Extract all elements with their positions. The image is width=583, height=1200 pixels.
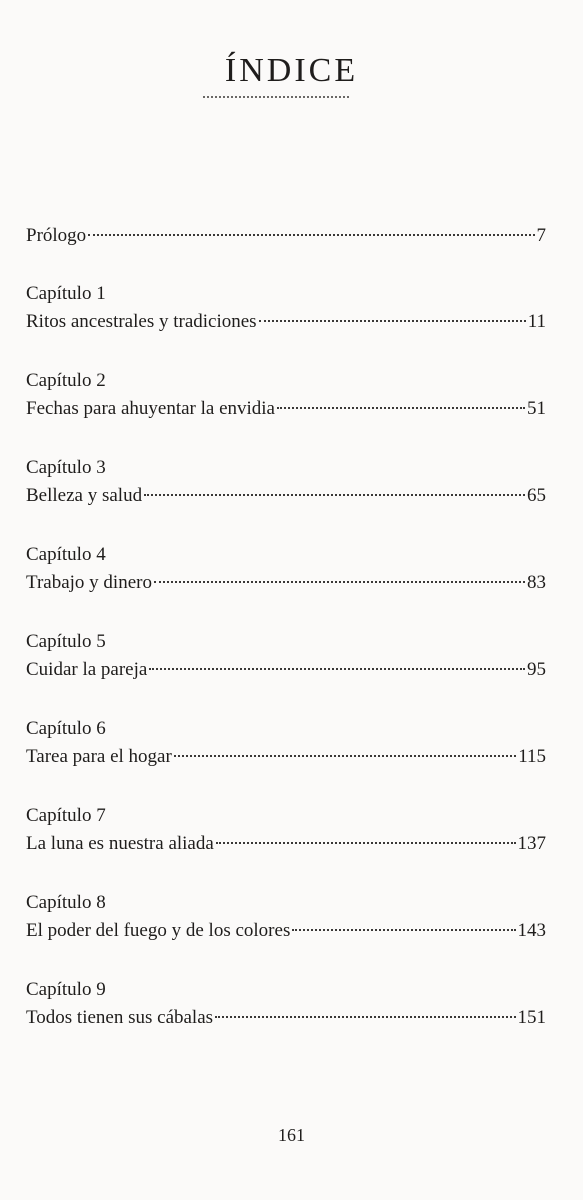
dot-leader (154, 581, 525, 583)
toc-entry-title: Tarea para el hogar (26, 746, 172, 767)
page-title: ÍNDICE (224, 52, 359, 89)
toc-entry-title: Cuidar la pareja (26, 659, 148, 680)
table-of-contents (26, 222, 546, 1063)
toc-entry-chapter-7 (26, 802, 546, 858)
toc-entry-chapter-8 (26, 889, 546, 945)
toc-entry-title: Ritos ancestrales y tradiciones (26, 311, 257, 332)
toc-line (26, 917, 546, 945)
toc-entry-chapter-2 (26, 367, 546, 423)
dot-leader (88, 234, 534, 236)
toc-line (26, 743, 546, 771)
toc-entry-chapter-3 (26, 454, 546, 510)
chapter-label: Capítulo 2 (26, 370, 106, 391)
toc-entry-chapter-4 (26, 541, 546, 597)
chapter-label: Capítulo 3 (26, 457, 106, 478)
toc-entry-title: Prólogo (26, 225, 87, 246)
chapter-label: Capítulo 9 (26, 979, 106, 1000)
dot-leader (292, 929, 515, 931)
dot-leader (144, 494, 525, 496)
toc-page-number: 11 (527, 311, 546, 332)
chapter-label: Capítulo 7 (26, 805, 106, 826)
toc-page-number: 143 (517, 920, 546, 941)
dot-leader (174, 755, 516, 757)
toc-entry-title: La luna es nuestra aliada (26, 833, 214, 854)
toc-page-number: 83 (527, 572, 546, 593)
toc-line (26, 482, 546, 510)
toc-entry-title: El poder del fuego y de los colores (26, 920, 291, 941)
chapter-label: Capítulo 8 (26, 892, 106, 913)
toc-line (26, 1004, 546, 1032)
dot-leader (149, 668, 525, 670)
toc-entry-title: Todos tienen sus cábalas (26, 1007, 214, 1028)
toc-line (26, 395, 546, 423)
toc-page-number: 51 (527, 398, 546, 419)
title-underline (203, 96, 349, 98)
page-number: 161 (278, 1125, 305, 1145)
dot-leader (215, 1016, 515, 1018)
toc-page-number: 115 (518, 746, 546, 767)
toc-page-number: 95 (527, 659, 546, 680)
toc-entry-title: Belleza y salud (26, 485, 143, 506)
toc-entry-title: Fechas para ahuyentar la envidia (26, 398, 275, 419)
toc-entry-chapter-5 (26, 628, 546, 684)
toc-page-number: 151 (517, 1007, 546, 1028)
toc-page-number: 137 (517, 833, 546, 854)
dot-leader (277, 407, 525, 409)
toc-line (26, 830, 546, 858)
chapter-label: Capítulo 6 (26, 718, 106, 739)
toc-page-number: 7 (536, 225, 546, 246)
chapter-label: Capítulo 5 (26, 631, 106, 652)
toc-entry-chapter-1 (26, 280, 546, 336)
dot-leader (216, 842, 516, 844)
toc-line (26, 569, 546, 597)
chapter-label: Capítulo 1 (26, 283, 106, 304)
toc-entry-chapter-9 (26, 976, 546, 1032)
toc-entry-prologue (26, 222, 546, 250)
toc-line (26, 656, 546, 684)
toc-line (26, 222, 546, 250)
toc-page-number: 65 (527, 485, 546, 506)
toc-line (26, 308, 546, 336)
toc-entry-chapter-6 (26, 715, 546, 771)
toc-entry-title: Trabajo y dinero (26, 572, 152, 593)
dot-leader (259, 320, 526, 322)
chapter-label: Capítulo 4 (26, 544, 106, 565)
